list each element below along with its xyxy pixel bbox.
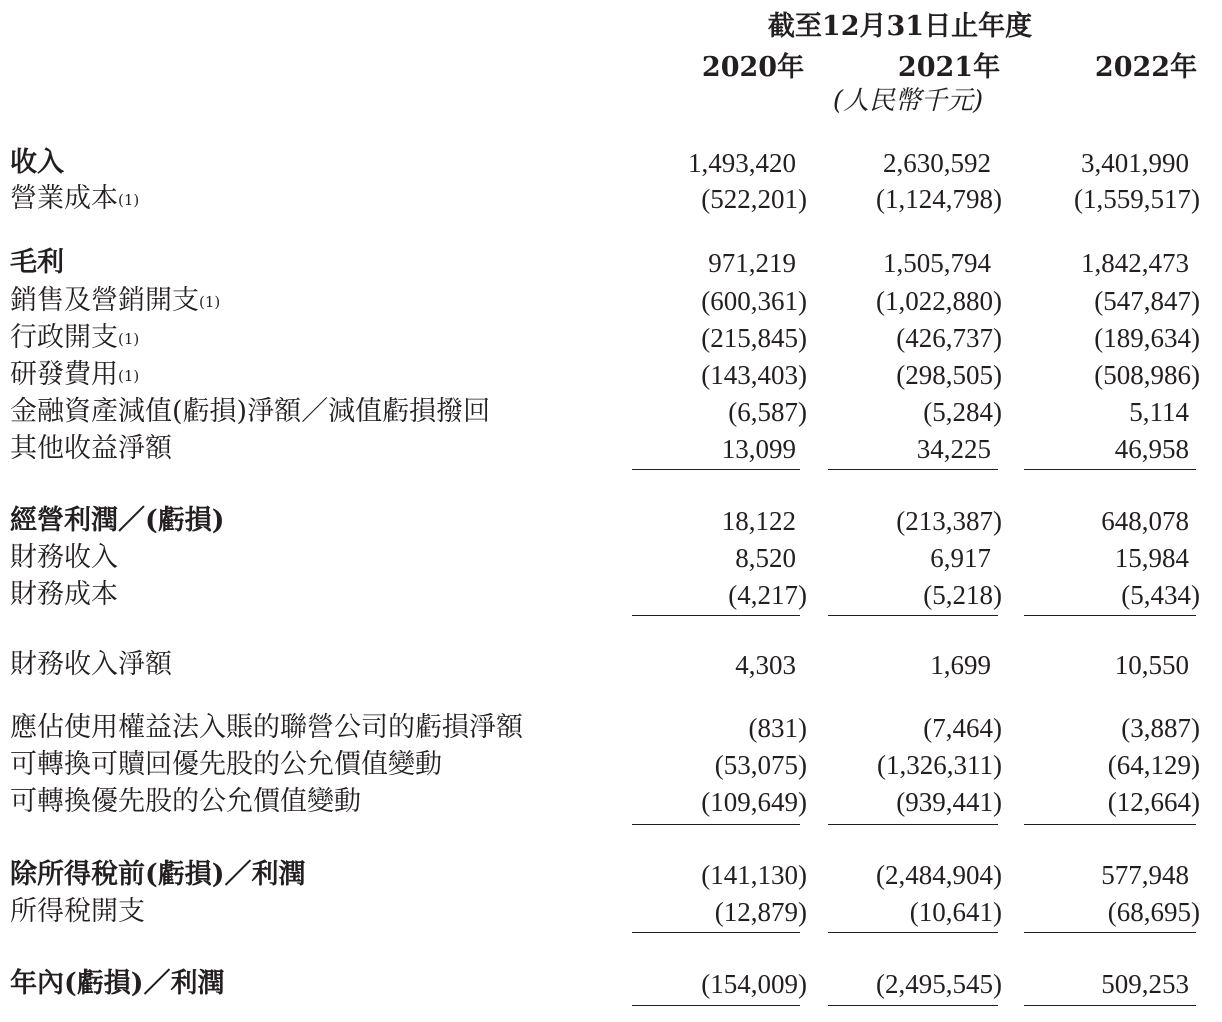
table-row <box>0 784 1222 820</box>
period-heading: 截至12月31日止年度 <box>767 11 1033 42</box>
table-row <box>0 431 1222 467</box>
subtotal-rule <box>1024 615 1196 616</box>
value-2020: 4,303 <box>735 650 796 680</box>
value-2022: 3,401,990 <box>1081 148 1189 178</box>
table-row <box>0 710 1222 746</box>
subtotal-rule <box>1024 469 1196 470</box>
value-2021: (298,505) <box>896 360 1002 390</box>
value-2020: (6,587) <box>728 397 807 427</box>
value-2021: (7,464) <box>923 713 1002 743</box>
value-2021: (1,124,798) <box>876 184 1002 214</box>
value-2020: (600,361) <box>701 286 807 316</box>
table-row <box>0 966 1222 1002</box>
value-2021: 1,699 <box>930 650 991 680</box>
value-2021: (1,022,880) <box>876 286 1002 316</box>
value-2022: (508,986) <box>1094 360 1200 390</box>
value-2020: 18,122 <box>721 506 796 536</box>
table-row <box>0 577 1222 613</box>
table-row <box>0 503 1222 539</box>
row-label: 其他收益淨額 <box>10 433 172 464</box>
value-2021: 34,225 <box>916 434 991 464</box>
row-label: 所得稅開支 <box>10 896 145 927</box>
row-label: 應佔使用權益法入賬的聯營公司的虧損淨額 <box>10 712 523 743</box>
table-row <box>0 181 1222 217</box>
table-row <box>0 320 1222 356</box>
table-row <box>0 145 1222 181</box>
row-label: 除所得稅前(虧損)／利潤 <box>10 859 306 890</box>
year-heading-2021: 2021年 <box>897 52 1001 83</box>
value-2022: (68,695) <box>1107 897 1200 927</box>
row-label: 可轉換優先股的公允價值變動 <box>10 786 361 817</box>
value-2020: 971,219 <box>708 248 796 278</box>
subtotal-rule <box>828 469 998 470</box>
table-row <box>0 540 1222 576</box>
row-label: 財務收入淨額 <box>10 649 172 680</box>
subtotal-rule <box>1024 932 1196 933</box>
row-label: 收入 <box>10 147 64 178</box>
row-label: 可轉換可贖回優先股的公允價值變動 <box>10 749 442 780</box>
value-2021: (939,441) <box>896 787 1002 817</box>
subtotal-rule <box>828 824 998 825</box>
value-2022: 1,842,473 <box>1081 248 1189 278</box>
value-2022: (12,664) <box>1107 787 1200 817</box>
value-2020: (215,845) <box>701 323 807 353</box>
value-2020: (143,403) <box>701 360 807 390</box>
table-row <box>0 283 1222 319</box>
subtotal-rule <box>1024 824 1196 825</box>
value-2021: (5,284) <box>923 397 1002 427</box>
value-2020: 13,099 <box>721 434 796 464</box>
value-2022: 15,984 <box>1114 543 1189 573</box>
value-2020: (109,649) <box>701 787 807 817</box>
row-label: 行政開支$^{(1)}$ <box>10 322 140 353</box>
value-2020: (154,009) <box>701 969 807 999</box>
value-2022: (1,559,517) <box>1074 184 1200 214</box>
total-rule <box>1024 1005 1196 1006</box>
value-2021: (5,218) <box>923 580 1002 610</box>
table-row <box>0 647 1222 683</box>
value-2022: (547,847) <box>1094 286 1200 316</box>
value-2020: (522,201) <box>701 184 807 214</box>
value-2021: (2,484,904) <box>876 860 1002 890</box>
value-2022: 648,078 <box>1101 506 1189 536</box>
total-rule <box>632 1005 800 1006</box>
value-2021: (10,641) <box>909 897 1002 927</box>
footnote-ref: (1) <box>118 367 140 385</box>
value-2021: (1,326,311) <box>877 750 1002 780</box>
row-label: 銷售及營銷開支$^{(1)}$ <box>10 285 221 316</box>
value-2020: (53,075) <box>714 750 807 780</box>
value-2022: 509,253 <box>1101 969 1189 999</box>
total-rule <box>828 1005 998 1006</box>
table-row <box>0 245 1222 281</box>
value-2020: (141,130) <box>701 860 807 890</box>
value-2022: 577,948 <box>1101 860 1189 890</box>
value-2020: (12,879) <box>714 897 807 927</box>
row-label: 年內(虧損)／利潤 <box>10 968 225 999</box>
value-2020: (4,217) <box>728 580 807 610</box>
value-2022: (189,634) <box>1094 323 1200 353</box>
subtotal-rule <box>632 615 800 616</box>
table-row <box>0 894 1222 930</box>
unit-label: (人民幣千元) <box>832 86 984 116</box>
subtotal-rule <box>632 469 800 470</box>
value-2022: (64,129) <box>1107 750 1200 780</box>
value-2021: (2,495,545) <box>876 969 1002 999</box>
value-2021: (426,737) <box>896 323 1002 353</box>
row-label: 經營利潤／(虧損) <box>10 505 225 536</box>
table-row <box>0 857 1222 893</box>
table-row <box>0 357 1222 393</box>
row-label: 毛利 <box>10 247 64 278</box>
value-2021: (213,387) <box>896 506 1002 536</box>
footnote-ref: (1) <box>118 191 140 209</box>
row-label: 研發費用$^{(1)}$ <box>10 359 140 390</box>
subtotal-rule <box>828 615 998 616</box>
year-heading-2020: 2020年 <box>701 52 805 83</box>
footnote-ref: (1) <box>118 330 140 348</box>
value-2021: 1,505,794 <box>883 248 991 278</box>
value-2022: (5,434) <box>1121 580 1200 610</box>
subtotal-rule <box>828 932 998 933</box>
subtotal-rule <box>632 932 800 933</box>
row-label: 金融資產減值(虧損)淨額／減值虧損撥回 <box>10 396 491 427</box>
value-2020: (831) <box>748 713 807 743</box>
value-2022: 10,550 <box>1114 650 1189 680</box>
footnote-ref: (1) <box>199 293 221 311</box>
value-2021: 2,630,592 <box>883 148 991 178</box>
row-label: 營業成本$^{(1)}$ <box>10 183 140 214</box>
value-2020: 1,493,420 <box>688 148 796 178</box>
value-2022: 5,114 <box>1129 397 1189 427</box>
table-row <box>0 747 1222 783</box>
value-2021: 6,917 <box>930 543 991 573</box>
row-label: 財務收入 <box>10 542 118 573</box>
subtotal-rule <box>632 824 800 825</box>
value-2022: 46,958 <box>1114 434 1189 464</box>
year-heading-2022: 2022年 <box>1094 52 1198 83</box>
value-2020: 8,520 <box>735 543 796 573</box>
row-label: 財務成本 <box>10 579 118 610</box>
table-row <box>0 394 1222 430</box>
value-2022: (3,887) <box>1121 713 1200 743</box>
